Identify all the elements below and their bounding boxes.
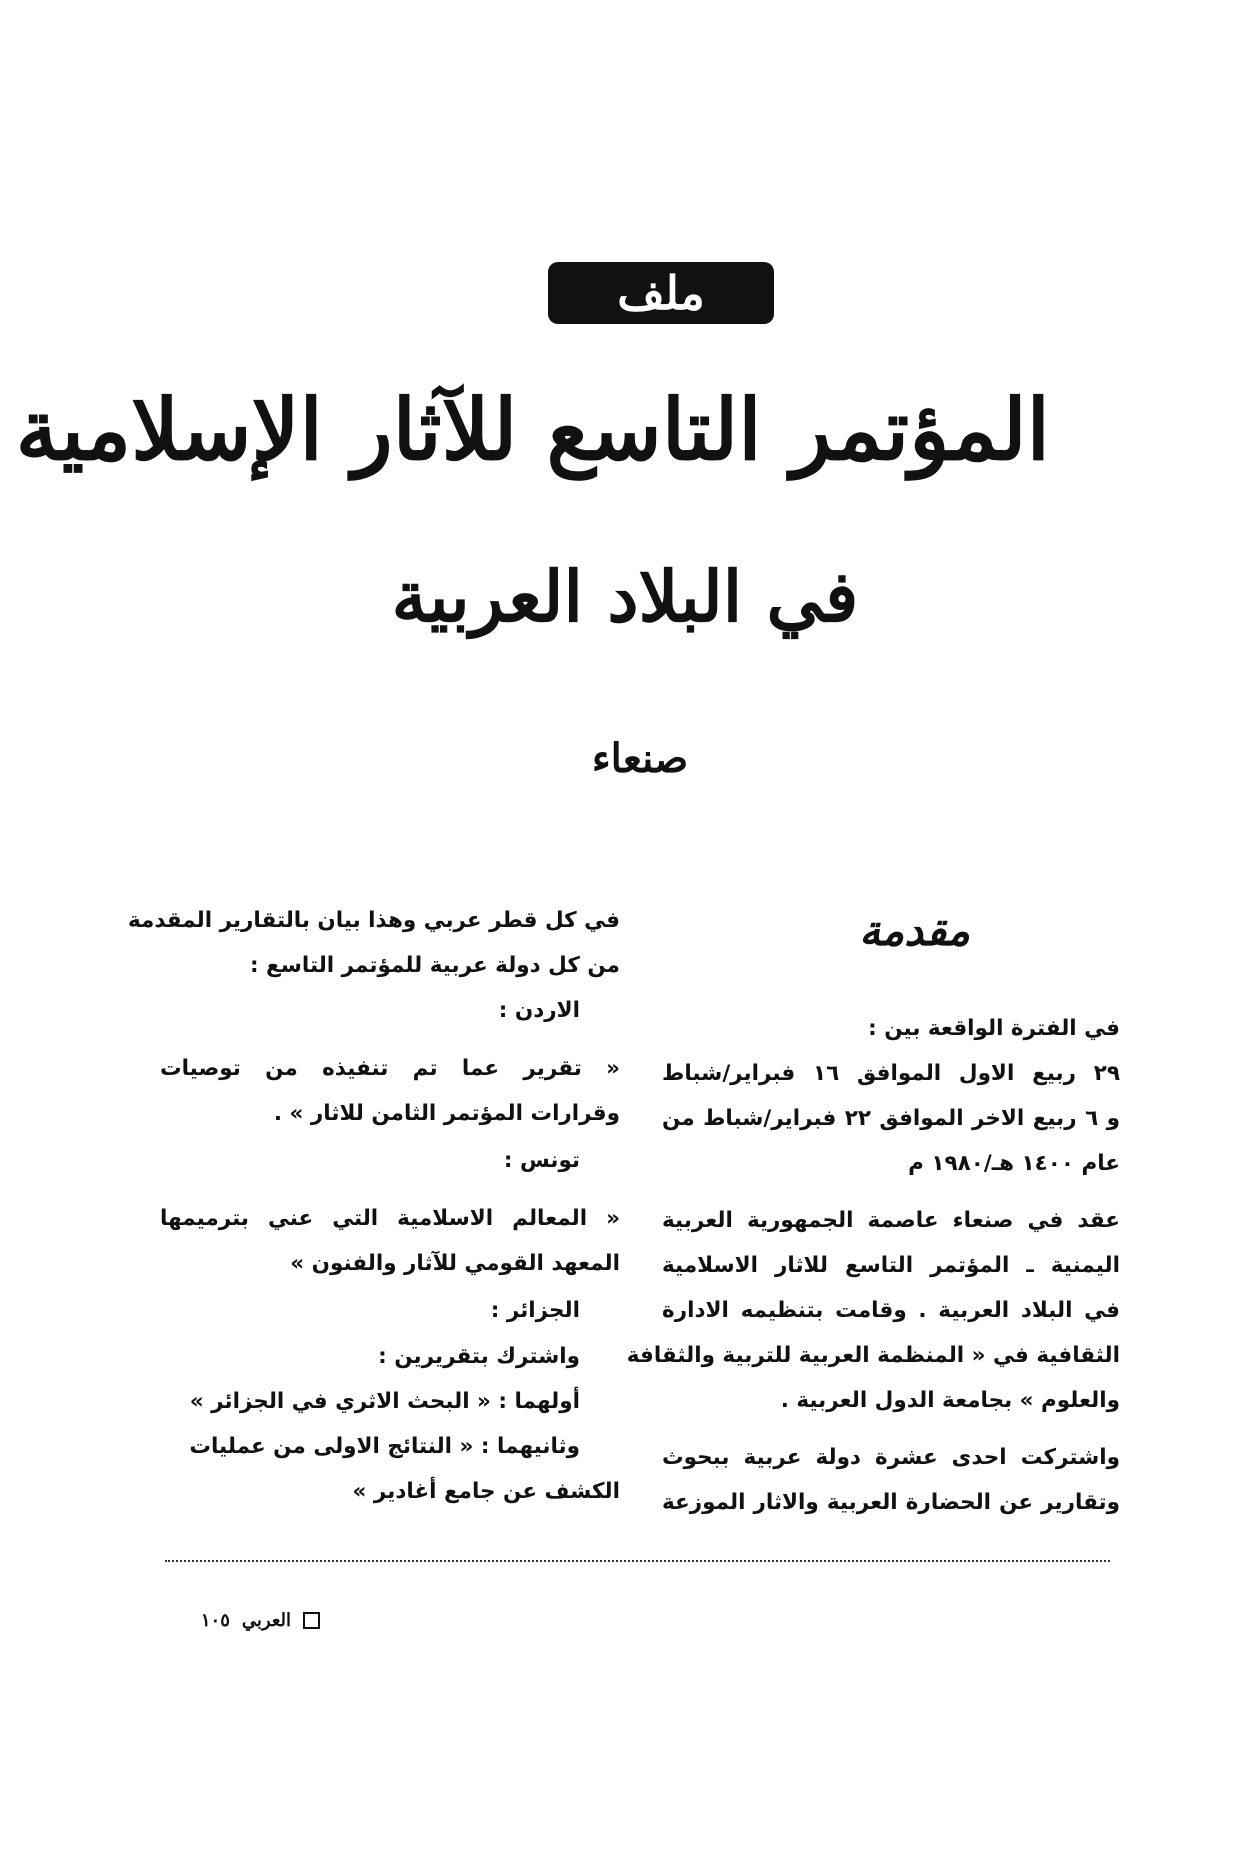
report-line: وثانيهما : « النتائج الاولى من عمليات [189,1434,580,1459]
section-badge [548,262,774,324]
report-line: واشترك بتقريرين : [378,1344,580,1369]
intro-line: واشتركت احدى عشرة دولة عربية ببحوث [662,1445,1120,1470]
intro-line: ٢٩ ربيع الاول الموافق ١٦ فبراير/شباط [662,1061,1120,1086]
report-line: في كل قطر عربي وهذا بيان بالتقارير المقدمة [127,908,620,933]
square-icon [303,1612,320,1629]
intro-line: وتقارير عن الحضارة العربية والاثار الموزعة [662,1490,1120,1515]
city-name: صنعاء [591,735,689,782]
country-jordan: الاردن : [498,998,580,1023]
report-line: أولهما : « البحث الاثري في الجزائر » [189,1389,580,1414]
section-label: ملف [617,266,705,320]
country-tunisia: تونس : [503,1148,580,1173]
magazine-name: العربي [241,1610,291,1631]
intro-line: في البلاد العربية . وقامت بتنظيمه الادارة [662,1298,1120,1323]
intro-line: والعلوم » بجامعة الدول العربية . [780,1388,1120,1413]
subtitle: في البلاد العربية [391,555,859,638]
report-line: وقرارات المؤتمر الثامن للاثار » . [273,1101,620,1126]
intro-line: عقد في صنعاء عاصمة الجمهورية العربية [662,1208,1120,1233]
page-number: ١٠٥ [200,1610,230,1631]
country-algeria: الجزائر : [490,1298,580,1323]
report-line: « تقرير عما تم تنفيذه من توصيات [160,1056,620,1081]
dotted-divider [165,1560,1110,1562]
report-line: من كل دولة عربية للمؤتمر التاسع : [249,953,620,978]
report-line: الكشف عن جامع أغادير » [352,1479,620,1504]
intro-line: و ٦ ربيع الاخر الموافق ٢٢ فبراير/شباط من [662,1106,1120,1131]
report-line: المعهد القومي للآثار والفنون » [290,1251,620,1276]
report-line: « المعالم الاسلامية التي عني بترميمها [160,1206,620,1231]
intro-line: عام ١٤٠٠ هـ/١٩٨٠ م [908,1151,1120,1176]
intro-heading: مقدمة [859,906,970,955]
main-title: المؤتمر التاسع للآثار الإسلامية [15,380,1050,479]
intro-line: في الفترة الواقعة بين : [868,1016,1120,1041]
intro-line: الثقافية في « المنظمة العربية للتربية والثقافة [626,1343,1120,1368]
page-footer [160,1610,320,1631]
intro-line: اليمنية ـ المؤتمر التاسع للاثار الاسلامية [662,1253,1120,1278]
